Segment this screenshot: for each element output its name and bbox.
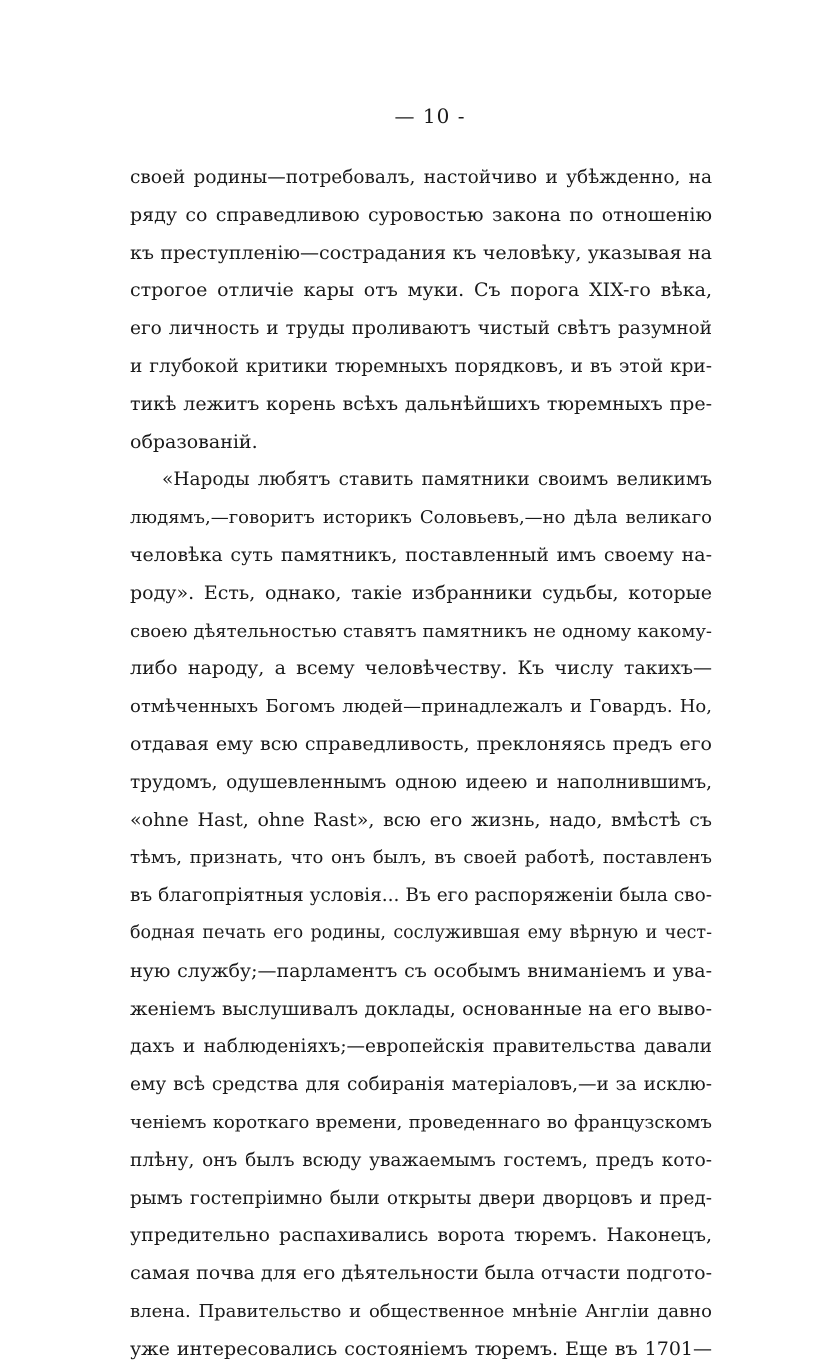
text-line: отдавая ему всю справедливость, преклоняясь предъ его [130, 732, 712, 755]
text-line: своею дѣятельностью ставятъ памятникъ не одному какому- [130, 620, 712, 642]
text-line: строгое отличіе кары отъ муки. Съ порога XIX-го вѣка, [130, 279, 712, 302]
text-line: женіемъ выслушивалъ доклады, основанные на его выво- [130, 997, 712, 1020]
text-line: самая почва для его дѣятельности была отчасти подгото- [130, 1262, 712, 1285]
body-text [130, 159, 712, 1369]
text-line: уже интересовались состояніемъ тюремъ. Еще въ 1701— [130, 1337, 712, 1360]
text-line: и глубокой критики тюремныхъ порядковъ, и въ этой кри- [130, 355, 712, 377]
text-line: своей родины—потребовалъ, настойчиво и убѣжденно, на [130, 167, 712, 188]
text-line: его личность и труды проливаютъ чистый свѣтъ разумной [130, 318, 712, 340]
text-line: «Народы любятъ ставить памятники своимъ великимъ [162, 469, 712, 491]
text-line: къ преступленію—сострадания къ человѣку, указывая на [130, 241, 712, 264]
text-line: ную службу;—парламентъ съ особымъ вниманіемъ и ува- [130, 959, 712, 982]
text-line: тѣмъ, признать, что онъ былъ, въ своей работѣ, поставленъ [130, 847, 712, 869]
text-line: человѣка суть памятникъ, поставленный имъ своему на- [130, 543, 712, 566]
text-line: рымъ гостепріимно были открыты двери дворцовъ и пред- [130, 1187, 712, 1209]
text-line: «ohne Hast, ohne Rast», всю его жизнь, надо, вмѣстѣ съ [130, 808, 712, 831]
text-line: ряду со справедливою суровостью закона по отношенію [130, 203, 712, 226]
text-line: людямъ,—говоритъ историкъ Соловьевъ,—но дѣла великаго [130, 507, 712, 529]
text-line: отмѣченныхъ Богомъ людей—принадлежалъ и Говардъ. Но, [130, 696, 712, 718]
text-line: трудомъ, одушевленнымъ одною идеею и наполнившимъ, [130, 771, 712, 793]
text-line: ему всѣ средства для собиранія матеріаловъ,—и за исклю- [130, 1074, 712, 1096]
text-line: плѣну, онъ былъ всюду уважаемымъ гостемъ, предъ кото- [130, 1149, 712, 1171]
text-line: въ благопріятныя условія... Въ его распоряженіи была сво- [130, 885, 712, 907]
text-line: упредительно распахивались ворота тюремъ. Наконецъ, [130, 1224, 712, 1247]
text-line: роду». Есть, однако, такіе избранники судьбы, которые [130, 581, 712, 604]
text-line: ченіемъ короткаго времени, проведеннаго во французскомъ [130, 1111, 712, 1133]
text-line: тикѣ лежитъ корень всѣхъ дальнѣйшихъ тюремныхъ пре- [130, 392, 712, 415]
text-line: бодная печать его родины, сослужившая ему вѣрную и чест- [130, 922, 712, 943]
page-number: — 10 - [394, 104, 466, 128]
text-line: влена. Правительство и общественное мнѣніе Англіи давно [130, 1300, 712, 1322]
text-line: дахъ и наблюденіяхъ;—европейскія правительства давали [130, 1036, 712, 1058]
text-line: либо народу, а всему человѣчеству. Къ числу такихъ— [130, 657, 712, 680]
text-line: образованій. [130, 430, 258, 453]
